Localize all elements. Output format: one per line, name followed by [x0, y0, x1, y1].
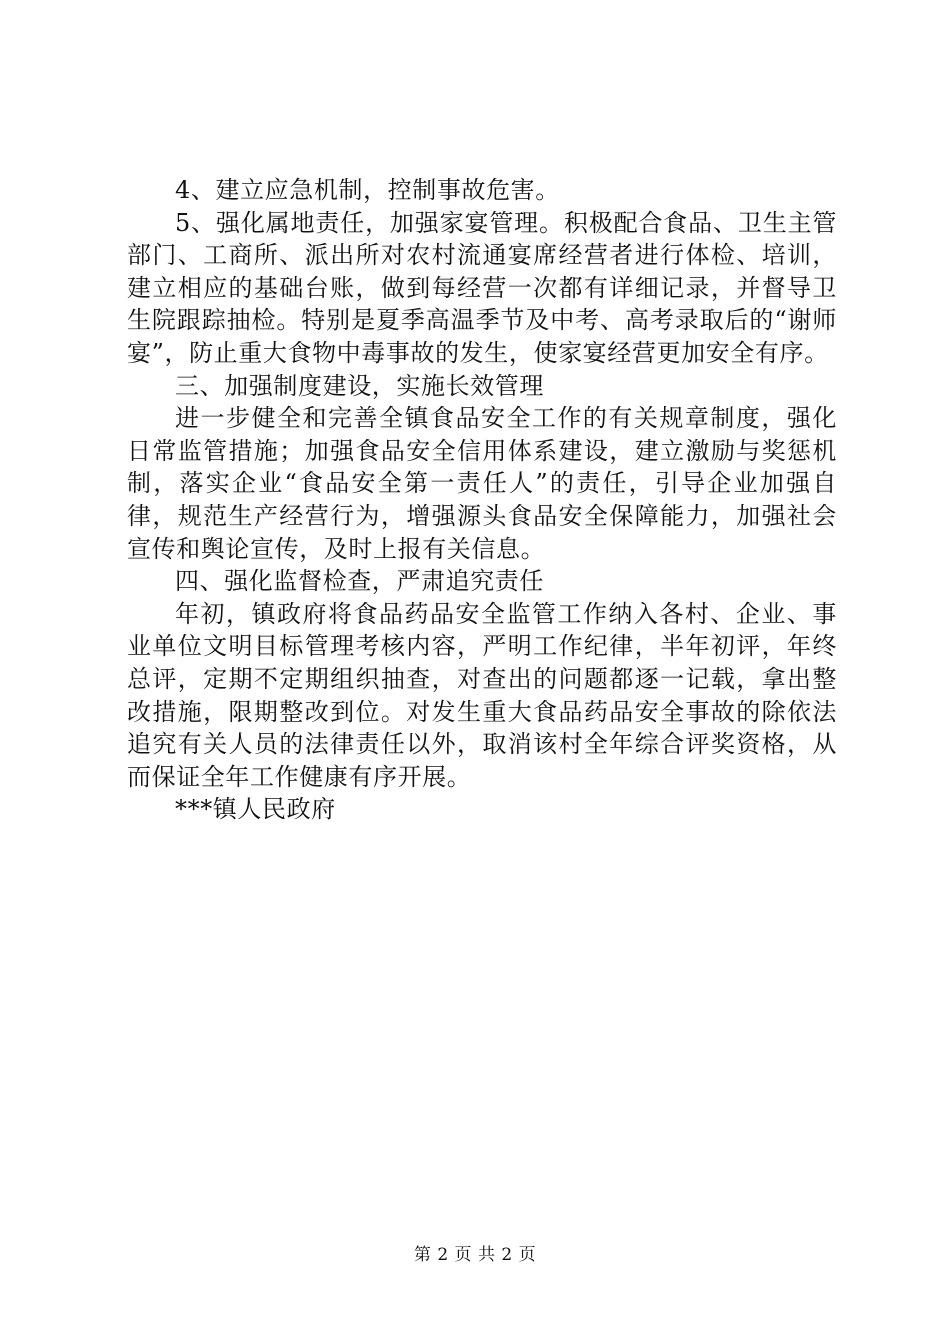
paragraph-supervision: 年初，镇政府将食品药品安全监管工作纳入各村、企业、事业单位文明目标管理考核内容，严明工作纪律，半年初评，年终总评，定期不定期组织抽查，对查出的问题都逐一记载，拿出整改措施，限期整改到位。对发生重大食品药品安全事故的除依法追究有关人员的法律责任以外，取消该村全年综合评奖资格，从而保证全年工作健康有序开展。: [127, 599, 837, 791]
section-heading-4: 四、强化监督检查，严肃追究责任: [175, 567, 544, 596]
paragraph-system-building: 进一步健全和完善全镇食品安全工作的有关规章制度，强化日常监管措施；加强食品安全信用体系建设，建立激励与奖惩机制，落实企业“食品安全第一责任人”的责任，引导企业加强自律，规范生产经营行为，增强源头食品安全保障能力，加强社会宣传和舆论宣传，及时上报有关信息。: [127, 404, 837, 563]
paragraph-family-banquet: 5、强化属地责任，加强家宴管理。积极配合食品、卫生主管部门、工商所、派出所对农村流通宴席经营者进行体检、培训，建立相应的基础台账，做到每经营一次都有详细记录，并督导卫生院跟踪抽检。特别是夏季高温季节及中考、高考录取后的“谢师宴”，防止重大食物中毒事故的发生，使家宴经营更加安全有序。: [127, 208, 837, 367]
document-body: [127, 174, 837, 826]
signature: ***镇人民政府: [175, 795, 336, 824]
page-number-footer: 第 2 页 共 2 页: [413, 1245, 537, 1265]
section-heading-3: 三、加强制度建设，实施长效管理: [175, 371, 544, 400]
paragraph-emergency-mechanism: 4、建立应急机制，控制事故危害。: [175, 176, 560, 204]
